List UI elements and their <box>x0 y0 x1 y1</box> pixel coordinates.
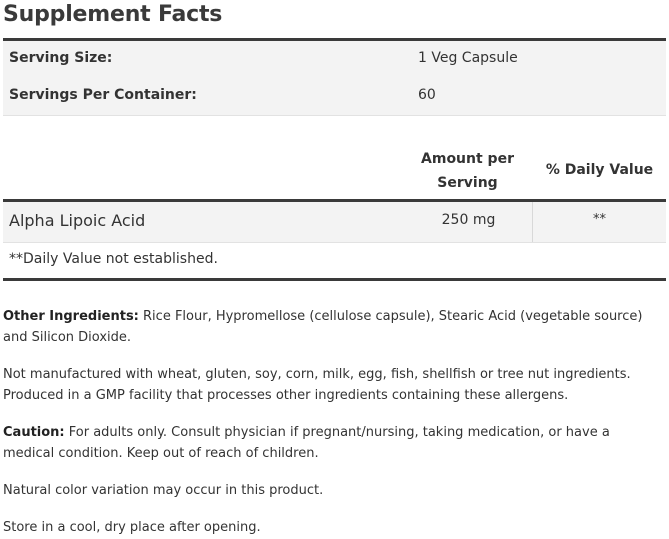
other-ingredients-text: Rice Flour, Hypromellose (cellulose capsule), Stearic Acid (vegetable source) and Silicon Dioxide. <box>3 309 643 345</box>
ingredient-name: Alpha Lipoic Acid <box>9 211 146 230</box>
serving-size-value: 1 Veg Capsule <box>418 50 518 66</box>
amount-header-line1: Amount per <box>421 151 514 167</box>
caution-label: Caution: <box>3 425 65 440</box>
storage-paragraph: Store in a cool, dry place after opening. <box>3 520 261 535</box>
daily-value-header: % Daily Value <box>545 162 654 178</box>
other-ingredients-label: Other Ingredients: <box>3 309 139 324</box>
ingredient-daily-value: ** <box>593 212 606 227</box>
servings-per-container-value: 60 <box>418 87 436 103</box>
servings-per-container-row <box>3 78 666 115</box>
row-divider <box>3 242 666 243</box>
ingredient-amount: 250 mg <box>441 212 496 228</box>
caution-text: For adults only. Consult physician if pregnant/nursing, taking medication, or have a medical condition. Keep out of reach of children. <box>3 425 610 461</box>
other-ingredients-paragraph <box>3 306 665 348</box>
caution-paragraph <box>3 422 665 464</box>
serving-size-label: Serving Size: <box>9 50 113 66</box>
serving-size-row <box>3 41 666 78</box>
allergen-paragraph: Not manufactured with wheat, gluten, soy, corn, milk, egg, fish, shellfish or tree nut ingredients. Produced in a GMP facility that processes other ingredients containing these allergens. <box>3 367 631 403</box>
serving-info-block <box>3 41 666 115</box>
serving-divider <box>3 115 666 116</box>
servings-per-container-label: Servings Per Container: <box>9 87 197 103</box>
ingredient-row <box>3 202 666 242</box>
daily-value-footnote: **Daily Value not established. <box>9 251 218 267</box>
bottom-divider <box>3 278 666 281</box>
supplement-facts-title: Supplement Facts <box>3 2 223 27</box>
color-variation-paragraph: Natural color variation may occur in this product. <box>3 483 324 498</box>
amount-per-serving-header <box>405 147 530 195</box>
amount-header-line2: Serving <box>437 175 498 191</box>
